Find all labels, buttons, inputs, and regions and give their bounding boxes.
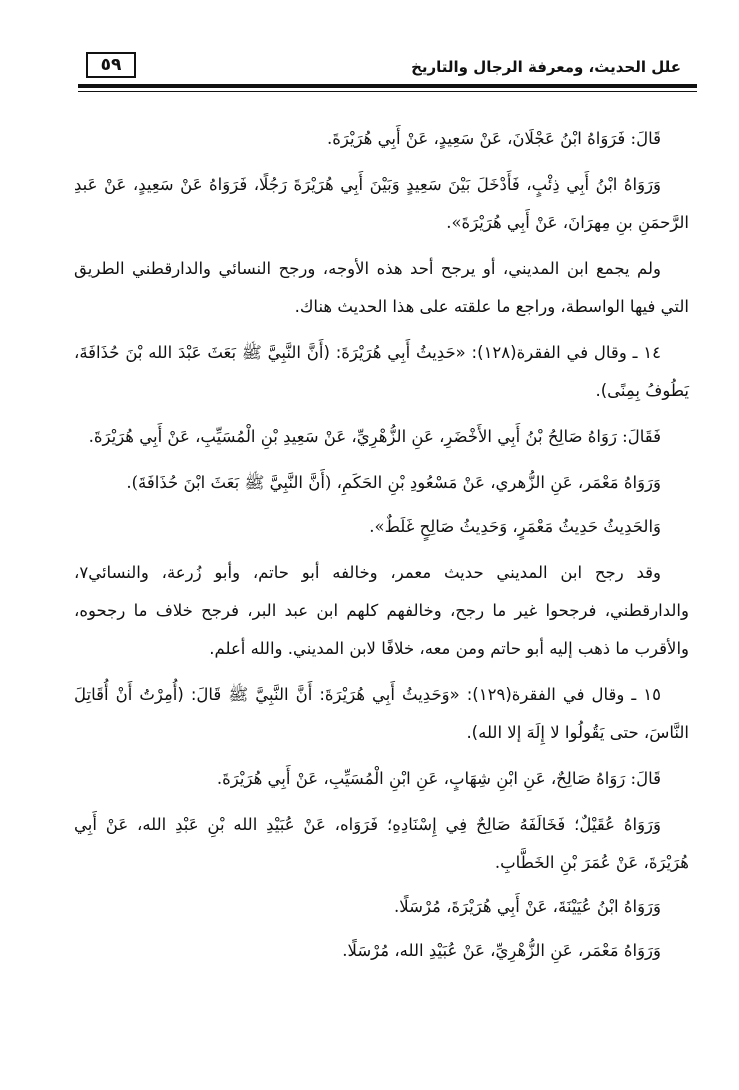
paragraph: وَرَوَاهُ عُقَيْلٌ؛ فَخَالَفَهُ صَالِحٌ فِي إِسْنَادِهِ؛ فَرَوَاه، عَنْ عُبَيْدِ الله بْنِ عَبْدِ الله، عَنْ أَبِي هُرَيْرَةَ، عَنْ عُمَرَ بْنِ الخَطَّابِ. <box>74 815 689 872</box>
header-rule-thin <box>78 91 697 92</box>
page-body <box>74 120 689 978</box>
paragraph: وَرَوَاهُ مَعْمَر، عَنِ الزُّهري، عَنْ مَسْعُودِ بْنِ الحَكَمِ، (أَنَّ النَّبِيَّ ﷺ بَعَثَ ابْنَ حُذَافَةَ). <box>126 473 661 492</box>
header-rule-thick <box>78 84 697 88</box>
paragraph: ولم يجمع ابن المديني، أو يرجح أحد هذه الأوجه، ورجح النسائي والدارقطني الطريق التي فيها الواسطة، وراجع ما علقته على هذا الحديث هناك. <box>74 259 689 316</box>
paragraph: ١٥ ـ وقال في الفقرة(١٢٩): «وَحَدِيثُ أَبِي هُرَيْرَةَ: أَنَّ النَّبِيَّ ﷺ قَالَ: (أُمِرْتُ أَنْ أُقَاتِلَ النَّاسَ، حتى يَقُولُوا لا إِلَهَ إلا الله). <box>74 685 689 742</box>
paragraph: قَالَ: رَوَاهُ صَالِحٌ، عَنِ ابْنِ شِهَابٍ، عَنِ ابْنِ الْمُسَيِّبِ، عَنْ أَبِي هُرَيْرَةَ. <box>216 769 661 788</box>
page-number: ٥٩ <box>86 52 136 78</box>
running-title: علل الحديث، ومعرفة الرجال والتاريخ <box>411 58 681 76</box>
paragraph: وَالحَدِيثُ حَدِيثُ مَعْمَرٍ، وَحَدِيثُ صَالِحٍ غَلَطٌ». <box>369 517 661 536</box>
paragraph: فَقَالَ: رَوَاهُ صَالِحُ بْنُ أَبِي الأَخْضَرِ، عَنِ الزُّهْرِيِّ، عَنْ سَعِيدِ بْنِ الْمُسَيِّبِ، عَنْ أَبِي هُرَيْرَةَ. <box>88 427 661 446</box>
paragraph: وَرَوَاهُ ابْنُ أَبِي ذِئْبٍ، فَأَدْخَلَ بَيْنَ سَعِيدٍ وَبَيْنَ أَبِي هُرَيْرَةَ رَجُلًا، فَرَوَاهُ عَنْ سَعِيدٍ، عَنْ عَبدِ الرَّحمَنِ بنِ مِهرَانَ، عَنْ أَبِي هُرَيْرَةَ». <box>74 175 689 232</box>
paragraph: ١٤ ـ وقال في الفقرة(١٢٨): «حَدِيثُ أَبِي هُرَيْرَةَ: (أَنَّ النَّبِيَّ ﷺ بَعَثَ عَبْدَ الله بْنَ حُذَافَةَ، يَطُوفُ بِمِنًى). <box>74 343 689 400</box>
paragraph: وَرَوَاهُ ابْنُ عُيَيْنَةَ، عَنْ أَبِي هُرَيْرَةَ، مُرْسَلًا. <box>394 897 661 916</box>
paragraph: وَرَوَاهُ مَعْمَر، عَنِ الزُّهْرِيِّ، عَنْ عُبَيْدِ الله، مُرْسَلًا. <box>342 941 661 960</box>
paragraph: قَالَ: فَرَوَاهُ ابْنُ عَجْلَانَ، عَنْ سَعِيدٍ، عَنْ أَبِي هُرَيْرَةَ. <box>326 129 661 148</box>
paragraph: وقد رجح ابن المديني حديث معمر، وخالفه أبو حاتم، وأبو زُرعة، والنسائي٧، والدارقطني، فرجحوا غير ما رجح، وخالفهم كلهم ابن عبد البر، فرجح خلاف ما رجحوه، والأقرب ما ذهب إليه أبو حاتم ومن معه، خلافًا لابن المديني. والله أعلم. <box>74 563 689 658</box>
